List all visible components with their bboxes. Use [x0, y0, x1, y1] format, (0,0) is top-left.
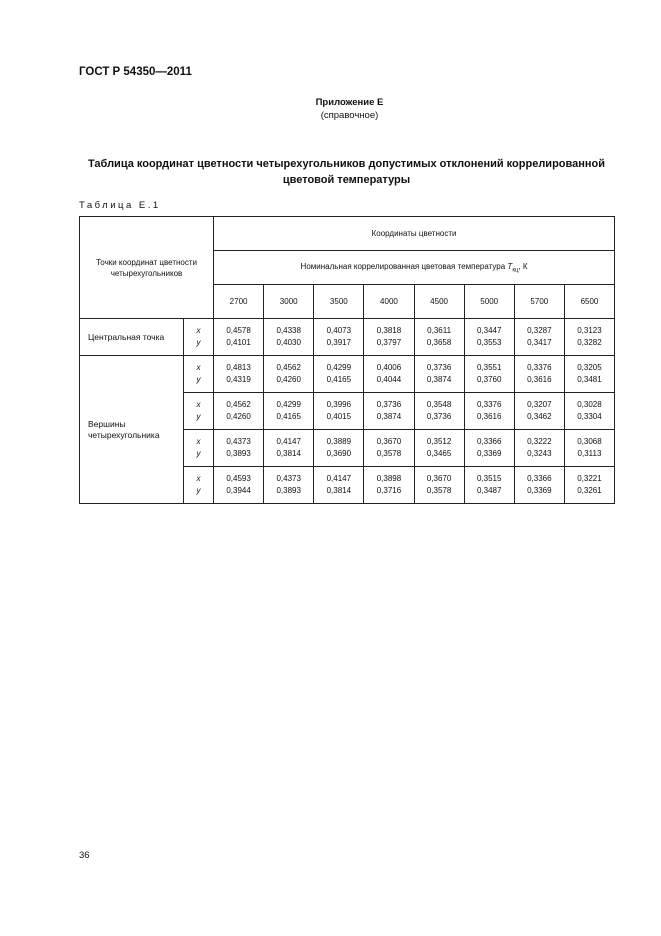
axis-label [184, 393, 214, 430]
y-value: 0,3304 [577, 412, 602, 421]
x-value: 0,3376 [476, 400, 502, 409]
y-value: 0,3814 [326, 486, 352, 495]
coordinate-cell [364, 393, 414, 430]
y-value: 0,3369 [527, 486, 552, 495]
axis-y-label: y [196, 449, 201, 458]
coordinate-cell [264, 319, 314, 356]
temperature-header: 6500 [564, 285, 614, 319]
coordinate-cell [314, 356, 364, 393]
coordinate-cell [364, 356, 414, 393]
y-value: 0,3690 [326, 449, 352, 458]
x-value: 0,3366 [527, 474, 552, 483]
y-value: 0,3417 [527, 338, 552, 347]
temperature-header: 3500 [314, 285, 364, 319]
section-title: Таблица координат цветности четырехугольников допустимых отклонений коррелированной цветовой температуры [87, 158, 606, 186]
x-value: 0,3207 [527, 400, 552, 409]
x-value: 0,4373 [226, 437, 251, 446]
appendix-note: (справочное) [320, 110, 379, 121]
header-nominal-temperature [214, 251, 615, 285]
y-value: 0,4044 [376, 375, 402, 384]
x-value: 0,3551 [476, 363, 502, 372]
x-value: 0,4299 [326, 363, 352, 372]
coordinate-cell [514, 356, 564, 393]
y-value: 0,4260 [276, 375, 301, 384]
coordinate-cell [464, 467, 514, 504]
x-value: 0,3515 [476, 474, 502, 483]
axis-label [184, 467, 214, 504]
coordinate-cell [214, 467, 264, 504]
axis-x-label: x [196, 437, 201, 446]
header-nominal-unit: , К [518, 261, 528, 271]
appendix-title: Приложение Е [315, 97, 384, 108]
x-value: 0,4299 [276, 400, 301, 409]
table-row [80, 356, 615, 393]
axis-x-label: x [196, 474, 201, 483]
coordinate-cell [414, 319, 464, 356]
coordinate-cell [414, 467, 464, 504]
x-value: 0,3376 [527, 363, 552, 372]
y-value: 0,3553 [476, 338, 502, 347]
axis-label [184, 319, 214, 356]
header-coordinates: Координаты цветности [214, 217, 615, 251]
y-value: 0,3487 [476, 486, 502, 495]
y-value: 0,3243 [527, 449, 552, 458]
coordinate-cell [514, 319, 564, 356]
x-value: 0,4593 [226, 474, 251, 483]
axis-label [184, 356, 214, 393]
coordinate-cell [564, 430, 614, 467]
coordinate-cell [564, 356, 614, 393]
y-value: 0,4030 [276, 338, 301, 347]
coordinate-cell [514, 467, 564, 504]
coordinate-cell [464, 319, 514, 356]
table-label: Таблица Е.1 [79, 200, 161, 211]
x-value: 0,3996 [326, 400, 352, 409]
x-value: 0,3889 [326, 437, 352, 446]
x-value: 0,4073 [326, 326, 352, 335]
y-value: 0,3874 [426, 375, 452, 384]
y-value: 0,3578 [426, 486, 452, 495]
appendix-heading [0, 96, 661, 122]
x-value: 0,3611 [427, 326, 452, 335]
coordinate-cell [264, 393, 314, 430]
x-value: 0,3512 [426, 437, 452, 446]
page-number: 36 [79, 850, 90, 861]
x-value: 0,3548 [426, 400, 452, 409]
header-nominal-sub: кц [512, 267, 519, 274]
y-value: 0,3282 [577, 338, 602, 347]
y-value: 0,3944 [226, 486, 251, 495]
x-value: 0,4373 [276, 474, 301, 483]
y-value: 0,3462 [527, 412, 552, 421]
coordinate-cell [514, 393, 564, 430]
x-value: 0,4578 [226, 326, 251, 335]
y-value: 0,3874 [376, 412, 402, 421]
x-value: 0,3287 [527, 326, 552, 335]
y-value: 0,4165 [276, 412, 301, 421]
y-value: 0,3716 [376, 486, 402, 495]
coordinate-cell [264, 430, 314, 467]
x-value: 0,3222 [527, 437, 552, 446]
x-value: 0,3366 [476, 437, 502, 446]
y-value: 0,3658 [426, 338, 452, 347]
x-value: 0,4562 [276, 363, 301, 372]
coordinate-cell [314, 430, 364, 467]
axis-y-label: y [196, 486, 201, 495]
coordinate-cell [464, 393, 514, 430]
temperature-header: 2700 [214, 285, 264, 319]
y-value: 0,3369 [476, 449, 502, 458]
coordinate-cell [414, 356, 464, 393]
coordinate-cell [514, 430, 564, 467]
coordinate-cell [214, 393, 264, 430]
coordinate-cell [464, 430, 514, 467]
y-value: 0,3578 [376, 449, 402, 458]
header-points: Точки координат цветности четырехугольников [80, 217, 214, 319]
y-value: 0,3261 [577, 486, 602, 495]
axis-y-label: y [196, 338, 201, 347]
x-value: 0,3898 [376, 474, 402, 483]
y-value: 0,3814 [276, 449, 301, 458]
header-nominal-symbol: T [507, 261, 513, 271]
y-value: 0,4260 [226, 412, 251, 421]
coordinate-cell [464, 356, 514, 393]
x-value: 0,3447 [476, 326, 502, 335]
axis-label [184, 430, 214, 467]
x-value: 0,3123 [577, 326, 602, 335]
temperature-header: 3000 [264, 285, 314, 319]
y-value: 0,3481 [577, 375, 602, 384]
standard-number: ГОСТ Р 54350—2011 [79, 66, 192, 78]
x-value: 0,3068 [577, 437, 602, 446]
axis-y-label: y [196, 412, 201, 421]
x-value: 0,3818 [376, 326, 402, 335]
y-value: 0,3893 [276, 486, 301, 495]
y-value: 0,3616 [527, 375, 552, 384]
x-value: 0,3736 [426, 363, 452, 372]
coordinate-cell [264, 467, 314, 504]
coordinate-cell [264, 356, 314, 393]
coordinate-cell [364, 467, 414, 504]
y-value: 0,4165 [326, 375, 352, 384]
y-value: 0,3616 [476, 412, 502, 421]
coordinate-cell [564, 467, 614, 504]
coordinate-cell [314, 319, 364, 356]
coordinate-cell [414, 430, 464, 467]
y-value: 0,3917 [326, 338, 352, 347]
x-value: 0,4147 [276, 437, 301, 446]
y-value: 0,4319 [226, 375, 251, 384]
x-value: 0,4006 [376, 363, 402, 372]
temperature-header: 4000 [364, 285, 414, 319]
chromaticity-table [79, 216, 615, 504]
x-value: 0,3221 [577, 474, 602, 483]
x-value: 0,3028 [577, 400, 602, 409]
y-value: 0,4101 [226, 338, 251, 347]
coordinate-cell [214, 319, 264, 356]
x-value: 0,3670 [426, 474, 452, 483]
coordinate-cell [314, 393, 364, 430]
coordinate-cell [364, 430, 414, 467]
x-value: 0,4562 [226, 400, 251, 409]
axis-x-label: x [196, 326, 201, 335]
y-value: 0,3465 [426, 449, 452, 458]
coordinate-cell [414, 393, 464, 430]
y-value: 0,3797 [376, 338, 402, 347]
y-value: 0,3113 [577, 449, 602, 458]
x-value: 0,4338 [276, 326, 301, 335]
y-value: 0,3760 [476, 375, 502, 384]
temperature-header: 5700 [514, 285, 564, 319]
header-nominal-text: Номинальная коррелированная цветовая температура [300, 261, 506, 271]
y-value: 0,3736 [426, 412, 452, 421]
x-value: 0,4813 [226, 363, 251, 372]
x-value: 0,3736 [376, 400, 402, 409]
x-value: 0,4147 [326, 474, 352, 483]
table-row [80, 319, 615, 356]
x-value: 0,3205 [577, 363, 602, 372]
coordinate-cell [564, 319, 614, 356]
coordinate-cell [564, 393, 614, 430]
y-value: 0,4015 [326, 412, 352, 421]
row-label-vertices: Вершины четырехугольника [80, 356, 184, 504]
temperature-header: 5000 [464, 285, 514, 319]
temperature-header: 4500 [414, 285, 464, 319]
axis-x-label: x [196, 400, 201, 409]
coordinate-cell [364, 319, 414, 356]
axis-y-label: y [196, 375, 201, 384]
coordinate-cell [314, 467, 364, 504]
axis-x-label: x [196, 363, 201, 372]
y-value: 0,3893 [226, 449, 251, 458]
coordinate-cell [214, 356, 264, 393]
row-label-center: Центральная точка [80, 319, 184, 356]
x-value: 0,3670 [376, 437, 402, 446]
coordinate-cell [214, 430, 264, 467]
